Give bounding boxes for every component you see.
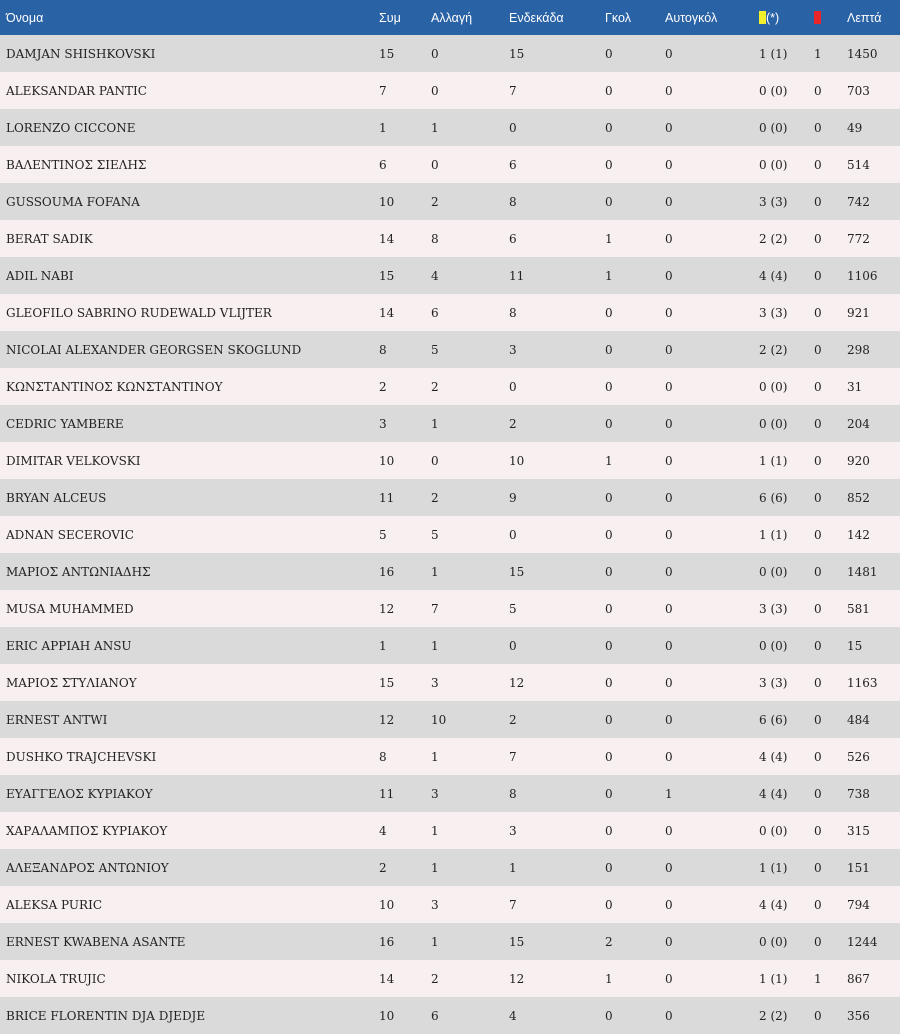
goals-cell: 2 (605, 934, 613, 949)
goals-cell: 0 (605, 749, 613, 764)
minutes-cell: 1481 (847, 564, 878, 579)
table-row (0, 479, 900, 516)
red-cards-cell: 1 (814, 971, 822, 986)
substitute-cell: 4 (431, 268, 439, 283)
table-row (0, 442, 900, 479)
table-row (0, 109, 900, 146)
substitute-cell: 0 (431, 453, 439, 468)
starting-cell: 2 (509, 416, 517, 431)
goals-cell: 0 (605, 527, 613, 542)
player-name[interactable]: BRYAN ALCEUS (6, 490, 107, 505)
substitute-cell: 2 (431, 379, 439, 394)
table-row (0, 590, 900, 627)
table-row (0, 775, 900, 812)
substitute-cell: 8 (431, 231, 439, 246)
minutes-cell: 742 (847, 194, 870, 209)
yellow-cards-cell: 0 (0) (759, 416, 788, 431)
starting-cell: 10 (509, 453, 525, 468)
table-row (0, 368, 900, 405)
goals-cell: 0 (605, 342, 613, 357)
appearances-cell: 2 (379, 860, 387, 875)
own-goals-cell: 0 (665, 416, 673, 431)
own-goals-cell: 0 (665, 305, 673, 320)
own-goals-cell: 0 (665, 83, 673, 98)
player-name[interactable]: BERAT SADIK (6, 231, 93, 246)
player-name[interactable]: NIKOLA TRUJIC (6, 971, 106, 986)
table-row (0, 960, 900, 997)
yellow-cards-cell: 0 (0) (759, 157, 788, 172)
minutes-cell: 15 (847, 638, 863, 653)
starting-cell: 1 (509, 860, 517, 875)
minutes-cell: 1163 (847, 675, 878, 690)
table-row (0, 664, 900, 701)
header-starting[interactable]: Ενδεκάδα (509, 10, 564, 25)
appearances-cell: 10 (379, 1008, 395, 1023)
player-name[interactable]: ERNEST KWABENA ASANTE (6, 934, 186, 949)
substitute-cell: 1 (431, 749, 439, 764)
table-row (0, 183, 900, 220)
minutes-cell: 484 (847, 712, 870, 727)
red-cards-cell: 0 (814, 490, 822, 505)
header-yellow-suffix: (*) (766, 10, 780, 25)
player-name[interactable]: ALEKSA PURIC (6, 897, 102, 912)
yellow-cards-cell: 4 (4) (759, 268, 788, 283)
yellow-cards-cell: 3 (3) (759, 675, 788, 690)
red-cards-cell: 0 (814, 231, 822, 246)
goals-cell: 0 (605, 46, 613, 61)
starting-cell: 8 (509, 194, 517, 209)
starting-cell: 5 (509, 601, 517, 616)
minutes-cell: 526 (847, 749, 870, 764)
minutes-cell: 1450 (847, 46, 878, 61)
own-goals-cell: 0 (665, 601, 673, 616)
appearances-cell: 11 (379, 490, 395, 505)
own-goals-cell: 0 (665, 749, 673, 764)
red-cards-cell: 0 (814, 120, 822, 135)
substitute-cell: 0 (431, 83, 439, 98)
starting-cell: 2 (509, 712, 517, 727)
table-row (0, 997, 900, 1034)
starting-cell: 8 (509, 786, 517, 801)
header-appearances[interactable]: Συμ (379, 10, 401, 25)
red-cards-cell: 0 (814, 823, 822, 838)
minutes-cell: 514 (847, 157, 870, 172)
minutes-cell: 151 (847, 860, 870, 875)
minutes-cell: 867 (847, 971, 870, 986)
header-substitute[interactable]: Αλλαγή (431, 10, 473, 25)
minutes-cell: 738 (847, 786, 870, 801)
player-name[interactable]: ΕΥΑΓΓΕΛΟΣ ΚΥΡΙΑΚΟΥ (6, 786, 153, 801)
header-row (0, 0, 900, 35)
red-cards-cell: 0 (814, 305, 822, 320)
starting-cell: 7 (509, 897, 517, 912)
starting-cell: 15 (509, 46, 525, 61)
player-name[interactable]: ΑΛΕΞΑΝΔΡΟΣ ΑΝΤΩΝΙΟΥ (6, 860, 169, 875)
minutes-cell: 772 (847, 231, 870, 246)
player-name[interactable]: ADIL NABI (6, 268, 74, 283)
goals-cell: 0 (605, 194, 613, 209)
red-cards-cell: 0 (814, 712, 822, 727)
header-red-cards[interactable] (814, 0, 847, 35)
red-cards-cell: 0 (814, 416, 822, 431)
player-name[interactable]: ΚΩΝΣΤΑΝΤΙΝΟΣ ΚΩΝΣΤΑΝΤΙΝΟΥ (6, 379, 223, 394)
own-goals-cell: 0 (665, 675, 673, 690)
player-name[interactable]: ERNEST ANTWI (6, 712, 108, 727)
goals-cell: 1 (605, 453, 613, 468)
appearances-cell: 10 (379, 453, 395, 468)
red-cards-cell: 1 (814, 46, 822, 61)
red-card-icon (814, 11, 821, 24)
substitute-cell: 2 (431, 971, 439, 986)
starting-cell: 3 (509, 342, 517, 357)
yellow-cards-cell: 6 (6) (759, 490, 788, 505)
yellow-cards-cell: 3 (3) (759, 194, 788, 209)
red-cards-cell: 0 (814, 453, 822, 468)
substitute-cell: 6 (431, 1008, 439, 1023)
red-cards-cell: 0 (814, 860, 822, 875)
table-header (0, 0, 900, 35)
red-cards-cell: 0 (814, 638, 822, 653)
substitute-cell: 7 (431, 601, 439, 616)
goals-cell: 1 (605, 971, 613, 986)
player-name[interactable]: MUSA MUHAMMED (6, 601, 134, 616)
yellow-cards-cell: 0 (0) (759, 564, 788, 579)
yellow-cards-cell: 1 (1) (759, 453, 788, 468)
header-name[interactable]: Όνομα (6, 10, 44, 25)
appearances-cell: 15 (379, 46, 395, 61)
minutes-cell: 1106 (847, 268, 878, 283)
yellow-cards-cell: 1 (1) (759, 971, 788, 986)
appearances-cell: 1 (379, 120, 387, 135)
minutes-cell: 852 (847, 490, 870, 505)
table-row (0, 738, 900, 775)
player-name[interactable]: ΜΑΡΙΟΣ ΑΝΤΩΝΙΑΔΗΣ (6, 564, 151, 579)
red-cards-cell: 0 (814, 268, 822, 283)
own-goals-cell: 0 (665, 157, 673, 172)
yellow-cards-cell: 2 (2) (759, 231, 788, 246)
yellow-cards-cell: 0 (0) (759, 83, 788, 98)
substitute-cell: 1 (431, 823, 439, 838)
substitute-cell: 5 (431, 342, 439, 357)
minutes-cell: 581 (847, 601, 870, 616)
player-name[interactable]: GLEOFILO SABRINO RUDEWALD VLIJTER (6, 305, 272, 320)
table-row (0, 146, 900, 183)
starting-cell: 12 (509, 971, 525, 986)
own-goals-cell: 0 (665, 860, 673, 875)
red-cards-cell: 0 (814, 83, 822, 98)
table-row (0, 886, 900, 923)
yellow-cards-cell: 2 (2) (759, 342, 788, 357)
goals-cell: 0 (605, 490, 613, 505)
player-name[interactable]: NICOLAI ALEXANDER GEORGSEN SKOGLUND (6, 342, 302, 357)
yellow-cards-cell: 1 (1) (759, 860, 788, 875)
yellow-cards-cell: 0 (0) (759, 638, 788, 653)
red-cards-cell: 0 (814, 342, 822, 357)
own-goals-cell: 0 (665, 194, 673, 209)
minutes-cell: 315 (847, 823, 870, 838)
table-row (0, 627, 900, 664)
appearances-cell: 12 (379, 601, 395, 616)
red-cards-cell: 0 (814, 379, 822, 394)
own-goals-cell: 0 (665, 971, 673, 986)
appearances-cell: 2 (379, 379, 387, 394)
goals-cell: 0 (605, 860, 613, 875)
substitute-cell: 0 (431, 46, 439, 61)
red-cards-cell: 0 (814, 194, 822, 209)
starting-cell: 8 (509, 305, 517, 320)
starting-cell: 15 (509, 934, 525, 949)
goals-cell: 0 (605, 120, 613, 135)
substitute-cell: 1 (431, 416, 439, 431)
starting-cell: 7 (509, 749, 517, 764)
own-goals-cell: 0 (665, 638, 673, 653)
starting-cell: 12 (509, 675, 525, 690)
yellow-cards-cell: 6 (6) (759, 712, 788, 727)
starting-cell: 0 (509, 379, 517, 394)
appearances-cell: 14 (379, 231, 395, 246)
goals-cell: 0 (605, 638, 613, 653)
player-name[interactable]: GUSSOUMA FOFANA (6, 194, 140, 209)
table-row (0, 331, 900, 368)
substitute-cell: 2 (431, 490, 439, 505)
starting-cell: 0 (509, 527, 517, 542)
appearances-cell: 15 (379, 675, 395, 690)
appearances-cell: 10 (379, 897, 395, 912)
own-goals-cell: 0 (665, 453, 673, 468)
table-row (0, 257, 900, 294)
yellow-cards-cell: 4 (4) (759, 749, 788, 764)
substitute-cell: 1 (431, 860, 439, 875)
own-goals-cell: 0 (665, 120, 673, 135)
table-row (0, 516, 900, 553)
own-goals-cell: 0 (665, 342, 673, 357)
goals-cell: 0 (605, 712, 613, 727)
goals-cell: 1 (605, 268, 613, 283)
header-minutes[interactable]: Λεπτά (847, 10, 882, 25)
own-goals-cell: 0 (665, 897, 673, 912)
header-own-goals[interactable]: Αυτογκόλ (665, 10, 718, 25)
yellow-cards-cell: 3 (3) (759, 601, 788, 616)
table-body (0, 35, 900, 1034)
player-name[interactable]: ΜΑΡΙΟΣ ΣΤΥΛΙΑΝΟΥ (6, 675, 137, 690)
appearances-cell: 5 (379, 527, 387, 542)
starting-cell: 3 (509, 823, 517, 838)
appearances-cell: 14 (379, 305, 395, 320)
table-row (0, 701, 900, 738)
yellow-cards-cell: 1 (1) (759, 527, 788, 542)
goals-cell: 0 (605, 786, 613, 801)
goals-cell: 0 (605, 675, 613, 690)
red-cards-cell: 0 (814, 564, 822, 579)
minutes-cell: 204 (847, 416, 870, 431)
substitute-cell: 3 (431, 675, 439, 690)
starting-cell: 4 (509, 1008, 517, 1023)
table-row (0, 35, 900, 72)
starting-cell: 9 (509, 490, 517, 505)
appearances-cell: 8 (379, 749, 387, 764)
own-goals-cell: 0 (665, 46, 673, 61)
player-name[interactable]: ERIC APPIAH ANSU (6, 638, 132, 653)
minutes-cell: 920 (847, 453, 870, 468)
goals-cell: 0 (605, 1008, 613, 1023)
starting-cell: 15 (509, 564, 525, 579)
appearances-cell: 8 (379, 342, 387, 357)
own-goals-cell: 0 (665, 823, 673, 838)
player-name[interactable]: ΧΑΡΑΛΑΜΠΟΣ ΚΥΡΙΑΚΟΥ (6, 823, 168, 838)
appearances-cell: 12 (379, 712, 395, 727)
own-goals-cell: 0 (665, 934, 673, 949)
table-row (0, 72, 900, 109)
goals-cell: 0 (605, 379, 613, 394)
substitute-cell: 10 (431, 712, 447, 727)
minutes-cell: 31 (847, 379, 863, 394)
header-goals[interactable]: Γκολ (605, 10, 631, 25)
table-row (0, 849, 900, 886)
appearances-cell: 15 (379, 268, 395, 283)
own-goals-cell: 0 (665, 1008, 673, 1023)
table-row (0, 812, 900, 849)
substitute-cell: 1 (431, 120, 439, 135)
appearances-cell: 11 (379, 786, 395, 801)
substitute-cell: 6 (431, 305, 439, 320)
substitute-cell: 3 (431, 786, 439, 801)
starting-cell: 7 (509, 83, 517, 98)
appearances-cell: 10 (379, 194, 395, 209)
table-row (0, 923, 900, 960)
minutes-cell: 356 (847, 1008, 870, 1023)
goals-cell: 0 (605, 601, 613, 616)
yellow-cards-cell: 1 (1) (759, 46, 788, 61)
appearances-cell: 14 (379, 971, 395, 986)
yellow-cards-cell: 0 (0) (759, 379, 788, 394)
yellow-cards-cell: 2 (2) (759, 1008, 788, 1023)
appearances-cell: 6 (379, 157, 387, 172)
minutes-cell: 921 (847, 305, 870, 320)
red-cards-cell: 0 (814, 527, 822, 542)
starting-cell: 6 (509, 157, 517, 172)
own-goals-cell: 0 (665, 527, 673, 542)
yellow-cards-cell: 4 (4) (759, 897, 788, 912)
substitute-cell: 1 (431, 638, 439, 653)
substitute-cell: 1 (431, 564, 439, 579)
starting-cell: 0 (509, 638, 517, 653)
red-cards-cell: 0 (814, 786, 822, 801)
player-name[interactable]: DUSHKO TRAJCHEVSKI (6, 749, 157, 764)
header-yellow-cards[interactable] (759, 0, 814, 35)
yellow-cards-cell: 0 (0) (759, 823, 788, 838)
substitute-cell: 3 (431, 897, 439, 912)
yellow-card-icon (759, 11, 766, 24)
yellow-cards-cell: 3 (3) (759, 305, 788, 320)
player-name[interactable]: CEDRIC YAMBERE (6, 416, 124, 431)
substitute-cell: 2 (431, 194, 439, 209)
goals-cell: 0 (605, 564, 613, 579)
starting-cell: 11 (509, 268, 525, 283)
minutes-cell: 794 (847, 897, 870, 912)
appearances-cell: 1 (379, 638, 387, 653)
player-name[interactable]: ALEKSANDAR PANTIC (6, 83, 147, 98)
own-goals-cell: 0 (665, 379, 673, 394)
minutes-cell: 49 (847, 120, 863, 135)
starting-cell: 6 (509, 231, 517, 246)
player-name[interactable]: ΒΑΛΕΝΤΙΝΟΣ ΣΙΕΛΗΣ (6, 157, 147, 172)
appearances-cell: 3 (379, 416, 387, 431)
player-name[interactable]: DIMITAR VELKOVSKI (6, 453, 141, 468)
substitute-cell: 1 (431, 934, 439, 949)
minutes-cell: 142 (847, 527, 870, 542)
goals-cell: 0 (605, 157, 613, 172)
goals-cell: 1 (605, 231, 613, 246)
appearances-cell: 7 (379, 83, 387, 98)
red-cards-cell: 0 (814, 934, 822, 949)
own-goals-cell: 0 (665, 268, 673, 283)
red-cards-cell: 0 (814, 749, 822, 764)
own-goals-cell: 0 (665, 490, 673, 505)
appearances-cell: 16 (379, 564, 395, 579)
red-cards-cell: 0 (814, 1008, 822, 1023)
table-row (0, 294, 900, 331)
appearances-cell: 16 (379, 934, 395, 949)
goals-cell: 0 (605, 305, 613, 320)
player-name[interactable]: LORENZO CICCONE (6, 120, 136, 135)
goals-cell: 0 (605, 416, 613, 431)
yellow-cards-cell: 0 (0) (759, 934, 788, 949)
player-name[interactable]: ADNAN SECEROVIC (6, 527, 134, 542)
goals-cell: 0 (605, 823, 613, 838)
starting-cell: 0 (509, 120, 517, 135)
goals-cell: 0 (605, 83, 613, 98)
red-cards-cell: 0 (814, 675, 822, 690)
table-row (0, 220, 900, 257)
minutes-cell: 703 (847, 83, 870, 98)
red-cards-cell: 0 (814, 897, 822, 912)
appearances-cell: 4 (379, 823, 387, 838)
own-goals-cell: 0 (665, 712, 673, 727)
red-cards-cell: 0 (814, 601, 822, 616)
goals-cell: 0 (605, 897, 613, 912)
minutes-cell: 1244 (847, 934, 878, 949)
yellow-cards-cell: 4 (4) (759, 786, 788, 801)
substitute-cell: 5 (431, 527, 439, 542)
red-cards-cell: 0 (814, 157, 822, 172)
player-name[interactable]: DAMJAN SHISHKOVSKI (6, 46, 156, 61)
own-goals-cell: 0 (665, 231, 673, 246)
own-goals-cell: 1 (665, 786, 673, 801)
table-row (0, 405, 900, 442)
substitute-cell: 0 (431, 157, 439, 172)
own-goals-cell: 0 (665, 564, 673, 579)
yellow-cards-cell: 0 (0) (759, 120, 788, 135)
table-row (0, 553, 900, 590)
player-name[interactable]: BRICE FLORENTIN DJA DJEDJE (6, 1008, 206, 1023)
minutes-cell: 298 (847, 342, 870, 357)
